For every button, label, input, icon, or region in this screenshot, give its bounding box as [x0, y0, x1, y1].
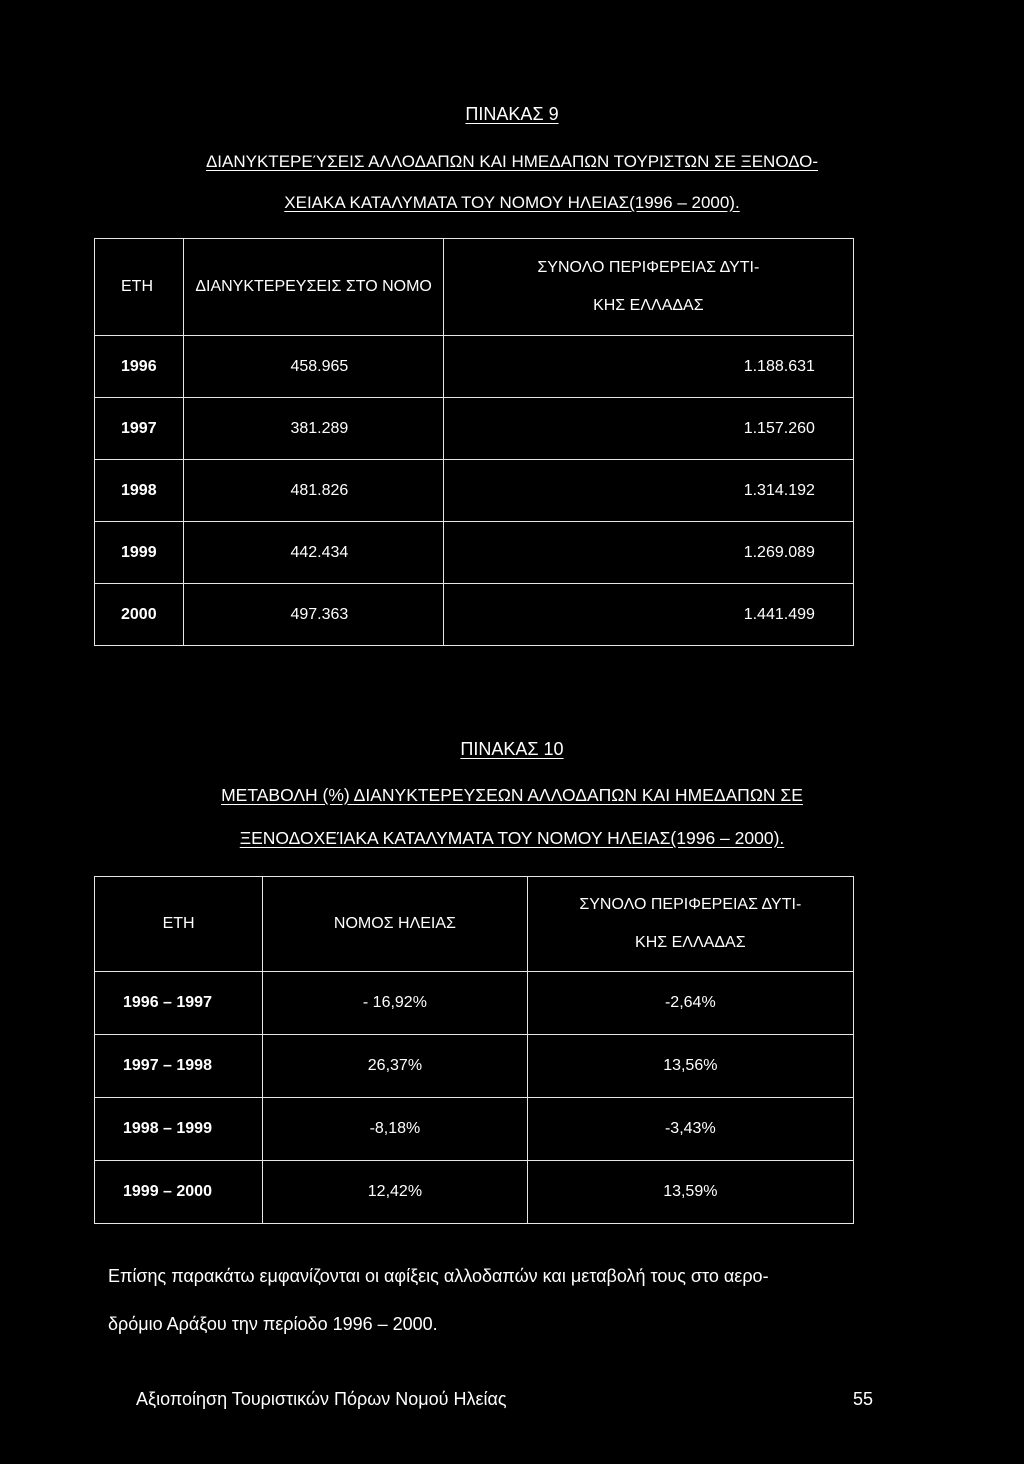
- table9-header-nomos: ΔΙΑΝΥΚΤΕΡΕΥΣΕΙΣ ΣΤΟ ΝΟΜΟ: [184, 239, 443, 336]
- nomos-change-cell: 26,37%: [263, 1035, 527, 1098]
- table9: [94, 238, 854, 646]
- table9-title: ΠΙΝΑΚΑΣ 9: [465, 104, 559, 124]
- table-row: [95, 522, 854, 584]
- table10-caption-line1: ΜΕΤΑΒΟΛΗ (%) ΔΙΑΝΥΚΤΕΡΕΥΣΕΩΝ ΑΛΛΟΔΑΠΩΝ ΚΑΙ ΗΜΕΔΑΠΩΝ ΣΕ: [221, 785, 803, 805]
- table10: [94, 876, 854, 1224]
- table-row: [95, 584, 854, 646]
- table-row: [95, 336, 854, 398]
- table-row: [95, 398, 854, 460]
- table10-header-years: ΕΤΗ: [95, 877, 263, 972]
- period-cell: 1996 – 1997: [95, 972, 263, 1035]
- region-change-cell: -2,64%: [527, 972, 853, 1035]
- table-row: [95, 1161, 854, 1224]
- nomos-cell: 481.826: [184, 460, 443, 522]
- table10-header-row: [95, 877, 854, 972]
- table9-header-region: ΣΥΝΟΛΟ ΠΕΡΙΦΕΡΕΙΑΣ ΔΥΤΙ- ΚΗΣ ΕΛΛΑΔΑΣ: [443, 239, 853, 336]
- table10-header-region: ΣΥΝΟΛΟ ΠΕΡΙΦΕΡΕΙΑΣ ΔΥΤΙ- ΚΗΣ ΕΛΛΑΔΑΣ: [527, 877, 853, 972]
- region-cell: 1.157.260: [443, 398, 853, 460]
- paragraph-line1: Επίσης παρακάτω εμφανίζονται οι αφίξεις αλλοδαπών και μεταβολή τους στο αερο-: [108, 1266, 769, 1286]
- table9-caption-line2: ΧΕΙΑΚΑ ΚΑΤΑΛΥΜΑΤΑ ΤΟΥ ΝΟΜΟΥ ΗΛΕΙΑΣ(1996 – 2000).: [284, 193, 740, 212]
- period-cell: 1997 – 1998: [95, 1035, 263, 1098]
- table-row: [95, 1098, 854, 1161]
- nomos-cell: 458.965: [184, 336, 443, 398]
- nomos-cell: 442.434: [184, 522, 443, 584]
- nomos-cell: 381.289: [184, 398, 443, 460]
- region-change-cell: 13,56%: [527, 1035, 853, 1098]
- table-row: [95, 1035, 854, 1098]
- table9-header-row: [95, 239, 854, 336]
- nomos-change-cell: -8,18%: [263, 1098, 527, 1161]
- year-cell: 2000: [95, 584, 184, 646]
- period-cell: 1999 – 2000: [95, 1161, 263, 1224]
- table10-header-nomos: ΝΟΜΟΣ ΗΛΕΙΑΣ: [263, 877, 527, 972]
- table-row: [95, 460, 854, 522]
- table10-title: ΠΙΝΑΚΑΣ 10: [460, 739, 564, 759]
- region-cell: 1.269.089: [443, 522, 853, 584]
- footer-title: Αξιοποίηση Τουριστικών Πόρων Νομού Ηλείας: [136, 1389, 507, 1409]
- region-change-cell: 13,59%: [527, 1161, 853, 1224]
- year-cell: 1998: [95, 460, 184, 522]
- nomos-change-cell: - 16,92%: [263, 972, 527, 1035]
- table9-header-years: ΕΤΗ: [95, 239, 184, 336]
- nomos-cell: 497.363: [184, 584, 443, 646]
- region-change-cell: -3,43%: [527, 1098, 853, 1161]
- table10-caption-line2: ΞΕΝΟΔΟΧΕΊΑΚΑ ΚΑΤΑΛΥΜΑΤΑ ΤΟΥ ΝΟΜΟΥ ΗΛΕΙΑΣ(1996 – 2000).: [239, 828, 785, 848]
- table9-caption-line1: ΔΙΑΝΥΚΤΕΡΕΎΣΕΙΣ ΑΛΛΟΔΑΠΩΝ ΚΑΙ ΗΜΕΔΑΠΩΝ ΤΟΥΡΙΣΤΩΝ ΣΕ ΞΕΝΟΔΟ-: [205, 152, 819, 171]
- year-cell: 1996: [95, 336, 184, 398]
- year-cell: 1997: [95, 398, 184, 460]
- nomos-change-cell: 12,42%: [263, 1161, 527, 1224]
- region-cell: 1.314.192: [443, 460, 853, 522]
- region-cell: 1.441.499: [443, 584, 853, 646]
- paragraph-line2: δρόμιο Αράξου την περίοδο 1996 – 2000.: [108, 1314, 438, 1334]
- region-cell: 1.188.631: [443, 336, 853, 398]
- period-cell: 1998 – 1999: [95, 1098, 263, 1161]
- year-cell: 1999: [95, 522, 184, 584]
- table-row: [95, 972, 854, 1035]
- page-number: 55: [853, 1389, 874, 1409]
